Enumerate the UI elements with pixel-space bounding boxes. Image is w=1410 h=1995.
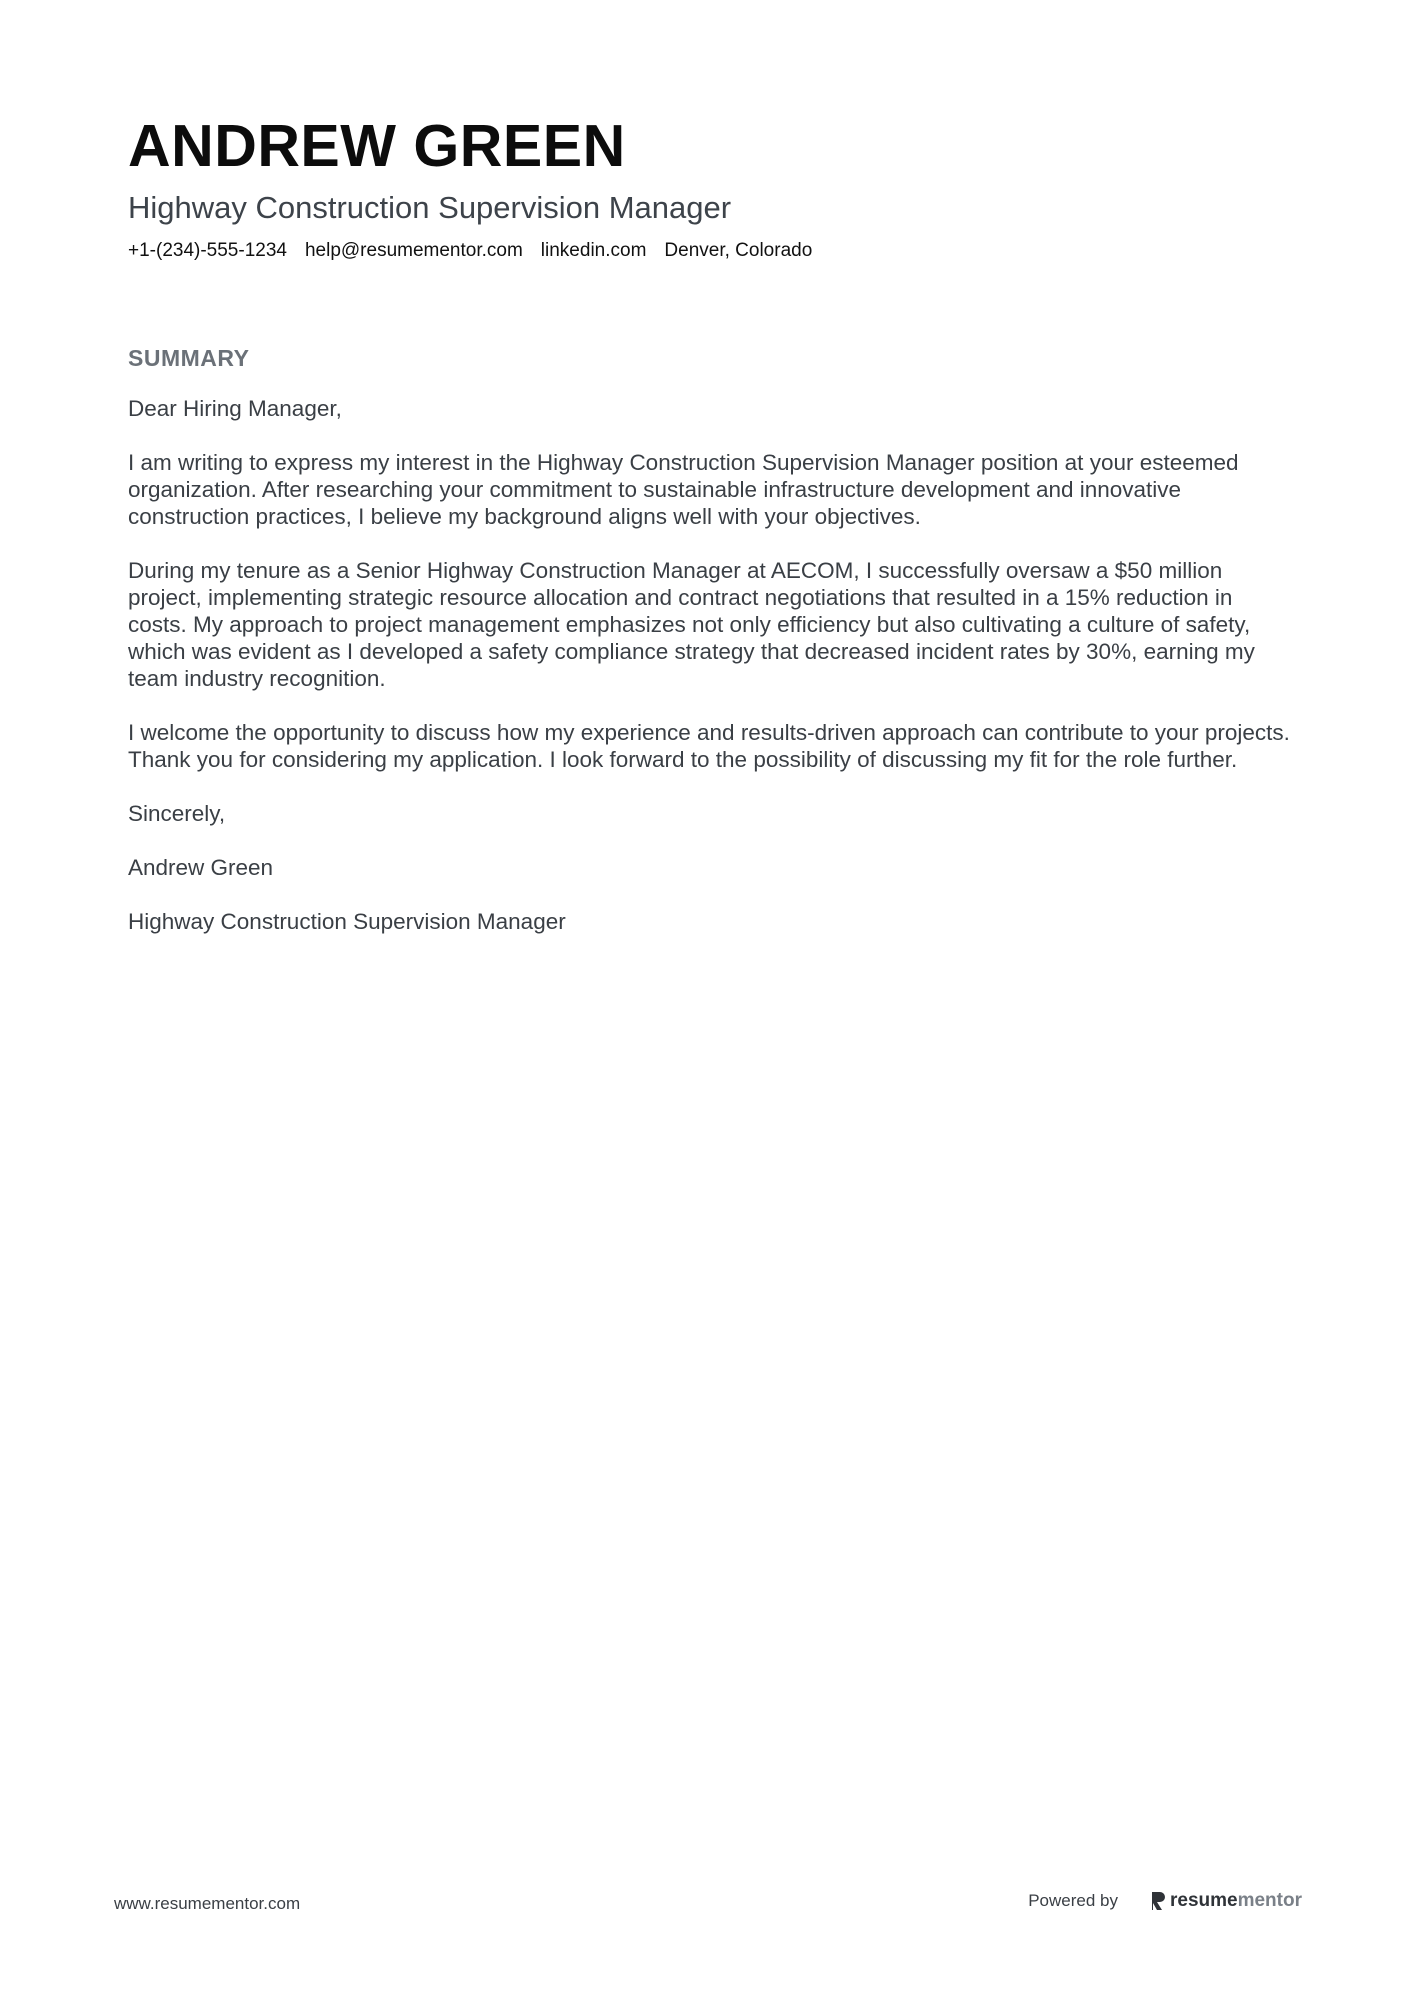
- phone-number: +1-(234)-555-1234: [128, 240, 287, 261]
- location: Denver, Colorado: [664, 240, 813, 261]
- resumementor-logo-icon: [1150, 1891, 1166, 1911]
- job-title: Highway Construction Supervision Manager: [128, 190, 732, 225]
- letter-paragraph: I welcome the opportunity to discuss how my experience and results-driven approach can contribute to your projects. Thank you for considering my application. I look forward to the possibility of discussing my fit for the role further.: [128, 720, 1290, 772]
- footer-branding: [1028, 1889, 1302, 1913]
- summary-section: [128, 343, 1293, 962]
- candidate-name: ANDREW GREEN: [128, 113, 626, 179]
- brand-logo: [1150, 1889, 1302, 1913]
- linkedin-link: linkedin.com: [540, 240, 647, 261]
- signature-name: Andrew Green: [128, 855, 274, 880]
- closing: Sincerely,: [128, 801, 226, 826]
- letter-body: [128, 395, 1293, 935]
- powered-by-label: Powered by: [1028, 1891, 1118, 1910]
- brand-text-resume: resume: [1169, 1890, 1238, 1911]
- footer-website: www.resumementor.com: [114, 1894, 301, 1913]
- letter-paragraph: During my tenure as a Senior Highway Construction Manager at AECOM, I successfully oversaw a $50 million project, implementing strategic resource allocation and contract negotiations that resulted in a 15% reduction in costs. My approach to project management emphasizes not only efficiency but also cultivating a culture of safety, which was evident as I developed a safety compliance strategy that decreased incident rates by 30%, earning my team industry recognition.: [128, 558, 1255, 691]
- header: [128, 112, 1288, 264]
- brand-text-mentor: mentor: [1237, 1890, 1302, 1911]
- letter-paragraph: I am writing to express my interest in the Highway Construction Supervision Manager position at your esteemed organization. After researching your commitment to sustainable infrastructure development and innovative construction practices, I believe my background aligns well with your objectives.: [128, 450, 1239, 529]
- email-address: help@resumementor.com: [304, 240, 523, 261]
- salutation: Dear Hiring Manager,: [128, 396, 342, 421]
- signature-title: Highway Construction Supervision Manager: [128, 909, 566, 934]
- section-heading-summary: SUMMARY: [128, 345, 250, 371]
- contact-info: [128, 238, 1288, 264]
